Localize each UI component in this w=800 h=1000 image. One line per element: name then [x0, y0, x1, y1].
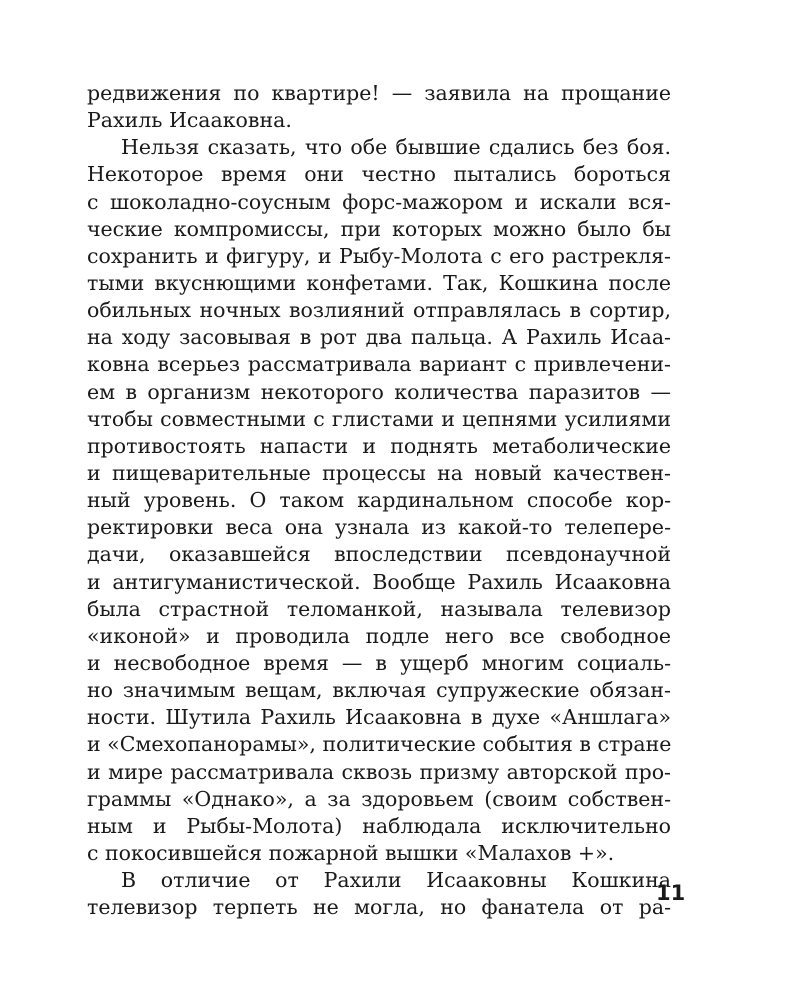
- text-line: граммы «Однако», а за здоровьем (своим собствен-: [87, 786, 671, 811]
- text-line: ный уровень. О таком кардинальном способе кор-: [87, 488, 671, 513]
- text-line: ем в организм некоторого количества паразитов —: [87, 379, 671, 404]
- body-text: [87, 80, 671, 921]
- text-line: тыми вкуснющими конфетами. Так, Кошкина после: [87, 270, 671, 295]
- text-line: ности. Шутила Рахиль Исааковна в духе «Аншлага»: [87, 705, 671, 730]
- text-line: на ходу засовывая в рот два пальца. А Рахиль Исаа-: [87, 325, 671, 350]
- text-line: телевизор терпеть не могла, но фанатела от ра-: [87, 895, 671, 920]
- text-line: ческие компромиссы, при которых можно было бы: [87, 216, 671, 241]
- text-line: ковна всерьез рассматривала вариант с привлечени-: [87, 352, 671, 377]
- text-line: ректировки веса она узнала из какой-то телепере-: [87, 515, 671, 540]
- text-line: «иконой» и проводила подле него все свободное: [87, 623, 671, 648]
- text-line: В отличие от Рахили Исааковны Кошкина: [121, 868, 671, 893]
- text-line: Нельзя сказать, что обе бывшие сдались без боя.: [121, 135, 671, 160]
- text-line: и мире рассматривала сквозь призму авторской про-: [87, 759, 671, 784]
- text-line: и «Смехопанорамы», политические события в стране: [87, 732, 672, 757]
- text-line: обильных ночных возлияний отправлялась в сортир,: [87, 298, 671, 323]
- text-line: но значимым вещам, включая супружеские обязан-: [87, 678, 671, 703]
- text-line: противостоять напасти и поднять метаболические: [87, 433, 671, 458]
- page-number: 11: [656, 881, 686, 905]
- text-line: Рахиль Исааковна.: [87, 108, 292, 133]
- text-line: с покосившейся пожарной вышки «Малахов +».: [87, 840, 615, 865]
- text-line: и пищеварительные процессы на новый качествен-: [87, 460, 671, 485]
- text-line: и несвободное время — в ущерб многим социаль-: [87, 650, 671, 675]
- text-line: и антигуманистической. Вообще Рахиль Исааковна: [87, 569, 671, 594]
- text-line: редвижения по квартире! — заявила на прощание: [87, 81, 671, 105]
- text-line: ным и Рыбы-Молота) наблюдала исключительно: [87, 813, 671, 838]
- text-line: сохранить и фигуру, и Рыбу-Молота с его растрекля-: [87, 243, 671, 268]
- text-line: дачи, оказавшейся впоследствии псевдонаучной: [87, 542, 671, 567]
- text-line: Некоторое время они честно пытались бороться: [87, 162, 671, 187]
- text-line: чтобы совместными с глистами и цепнями усилиями: [87, 406, 671, 431]
- text-line: с шоколадно-соусным форс-мажором и искали вся-: [87, 189, 671, 214]
- text-line: была страстной теломанкой, называла телевизор: [87, 596, 671, 621]
